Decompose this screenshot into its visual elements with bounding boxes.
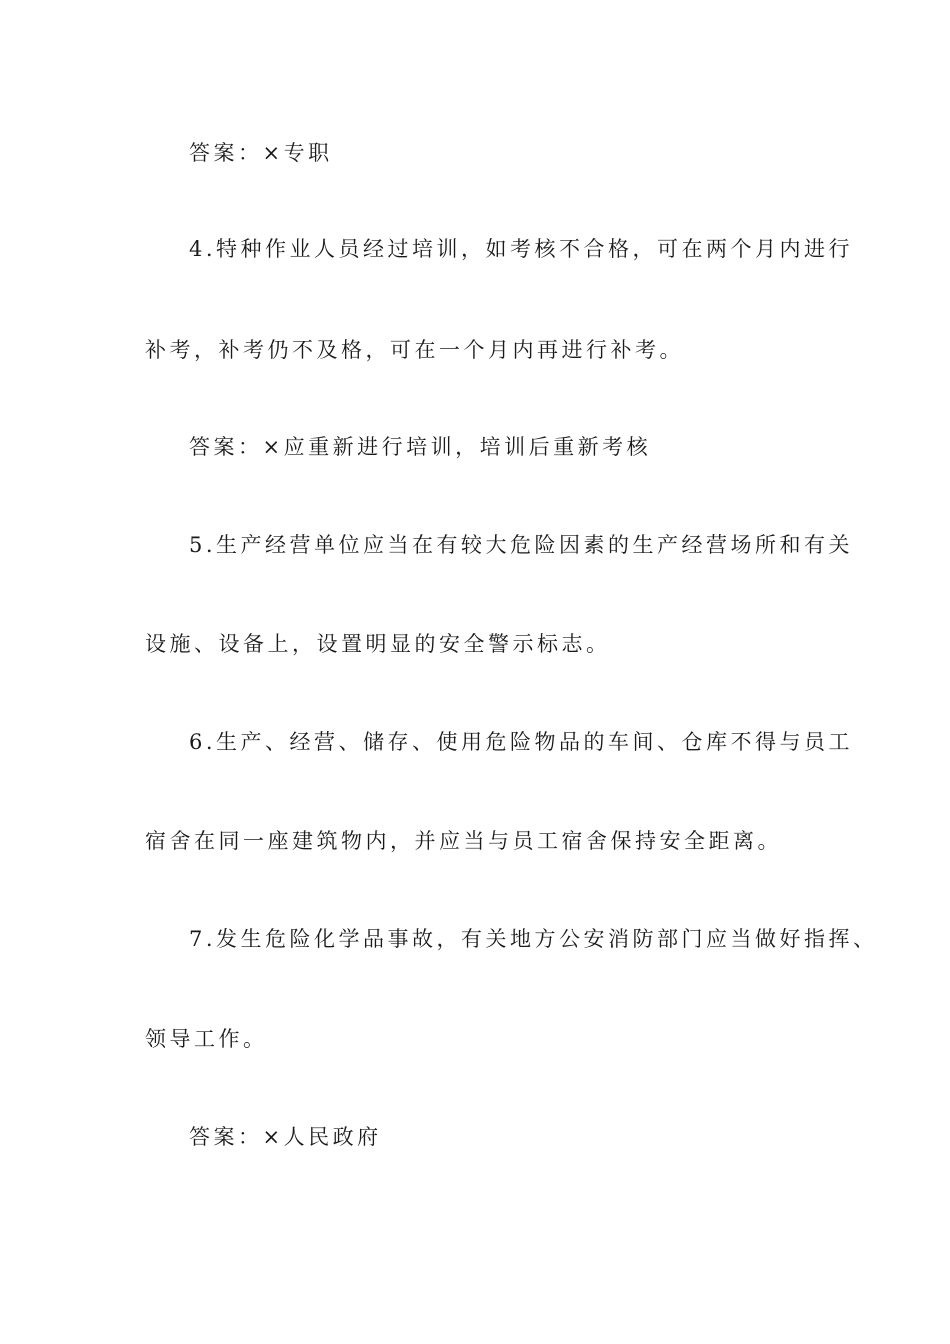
answer-line-4: 答案：×应重新进行培训，培训后重新考核 bbox=[189, 435, 652, 459]
question-5-line-1: 5.生产经营单位应当在有较大危险因素的生产经营场所和有关 bbox=[189, 533, 854, 557]
question-4-line-2: 补考，补考仍不及格，可在一个月内再进行补考。 bbox=[145, 338, 684, 362]
question-7-line-1: 7.发生危险化学品事故，有关地方公安消防部门应当做好指挥、 bbox=[189, 927, 878, 951]
question-5-line-2: 设施、设备上，设置明显的安全警示标志。 bbox=[145, 632, 611, 656]
question-6-line-2: 宿舍在同一座建筑物内，并应当与员工宿舍保持安全距离。 bbox=[145, 829, 782, 853]
question-6-line-1: 6.生产、经营、储存、使用危险物品的车间、仓库不得与员工 bbox=[189, 730, 854, 754]
question-7-line-2: 领导工作。 bbox=[145, 1027, 268, 1051]
answer-line-3: 答案：×专职 bbox=[189, 141, 333, 165]
question-4-line-1: 4.特种作业人员经过培训，如考核不合格，可在两个月内进行 bbox=[189, 237, 854, 261]
answer-line-7: 答案：×人民政府 bbox=[189, 1125, 382, 1149]
